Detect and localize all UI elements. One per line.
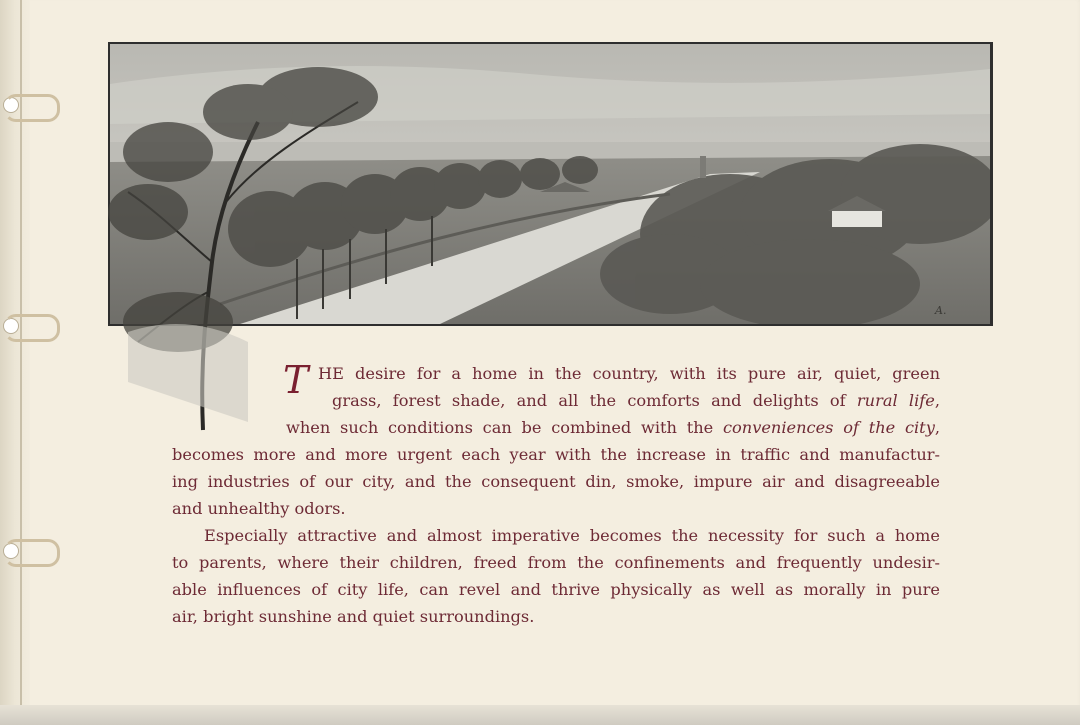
paragraph2-line4: air, bright sunshine and quiet surroundings. — [172, 607, 535, 626]
paragraph1-line3 — [172, 414, 940, 441]
paragraph1-line2-text: grass, forest shade, and all the comforts and delights of — [332, 391, 857, 410]
paragraph1-line6: and unhealthy odors. — [172, 499, 346, 518]
svg-text:A.: A. — [935, 304, 947, 317]
binding-thread-bottom — [4, 539, 60, 567]
rural-life-emphasis: rural life — [856, 391, 935, 410]
drop-cap: T — [283, 358, 309, 402]
page-edge — [0, 705, 1080, 725]
binding-thread-middle — [4, 314, 60, 342]
paragraph2-line2: to parents, where their children, freed from the confinements and frequently undesir- — [172, 553, 940, 572]
paragraph1-line2-punct: , — [934, 391, 940, 410]
body-text — [172, 360, 940, 630]
paragraph1-line3-text: when such conditions can be combined with the — [286, 418, 723, 437]
paragraph1-line1-text: HE desire for a home in the country, with its pure air, quiet, green — [318, 364, 940, 383]
binding-thread-top — [4, 94, 60, 122]
paragraph1-line4: becomes more and more urgent each year with the increase in traffic and manufactur- — [172, 445, 940, 464]
paragraph2-line3: able influences of city life, can revel and thrive physically as well as morally in pure — [172, 580, 940, 599]
paragraph1-line5: ing industries of our city, and the consequent din, smoke, impure air and disagreeable — [172, 472, 940, 491]
paragraph2-line1: Especially attractive and almost imperative becomes the necessity for such a home — [204, 526, 940, 545]
paragraph1-line3-punct: , — [934, 418, 940, 437]
conveniences-emphasis: conveniences of the city — [722, 418, 935, 437]
